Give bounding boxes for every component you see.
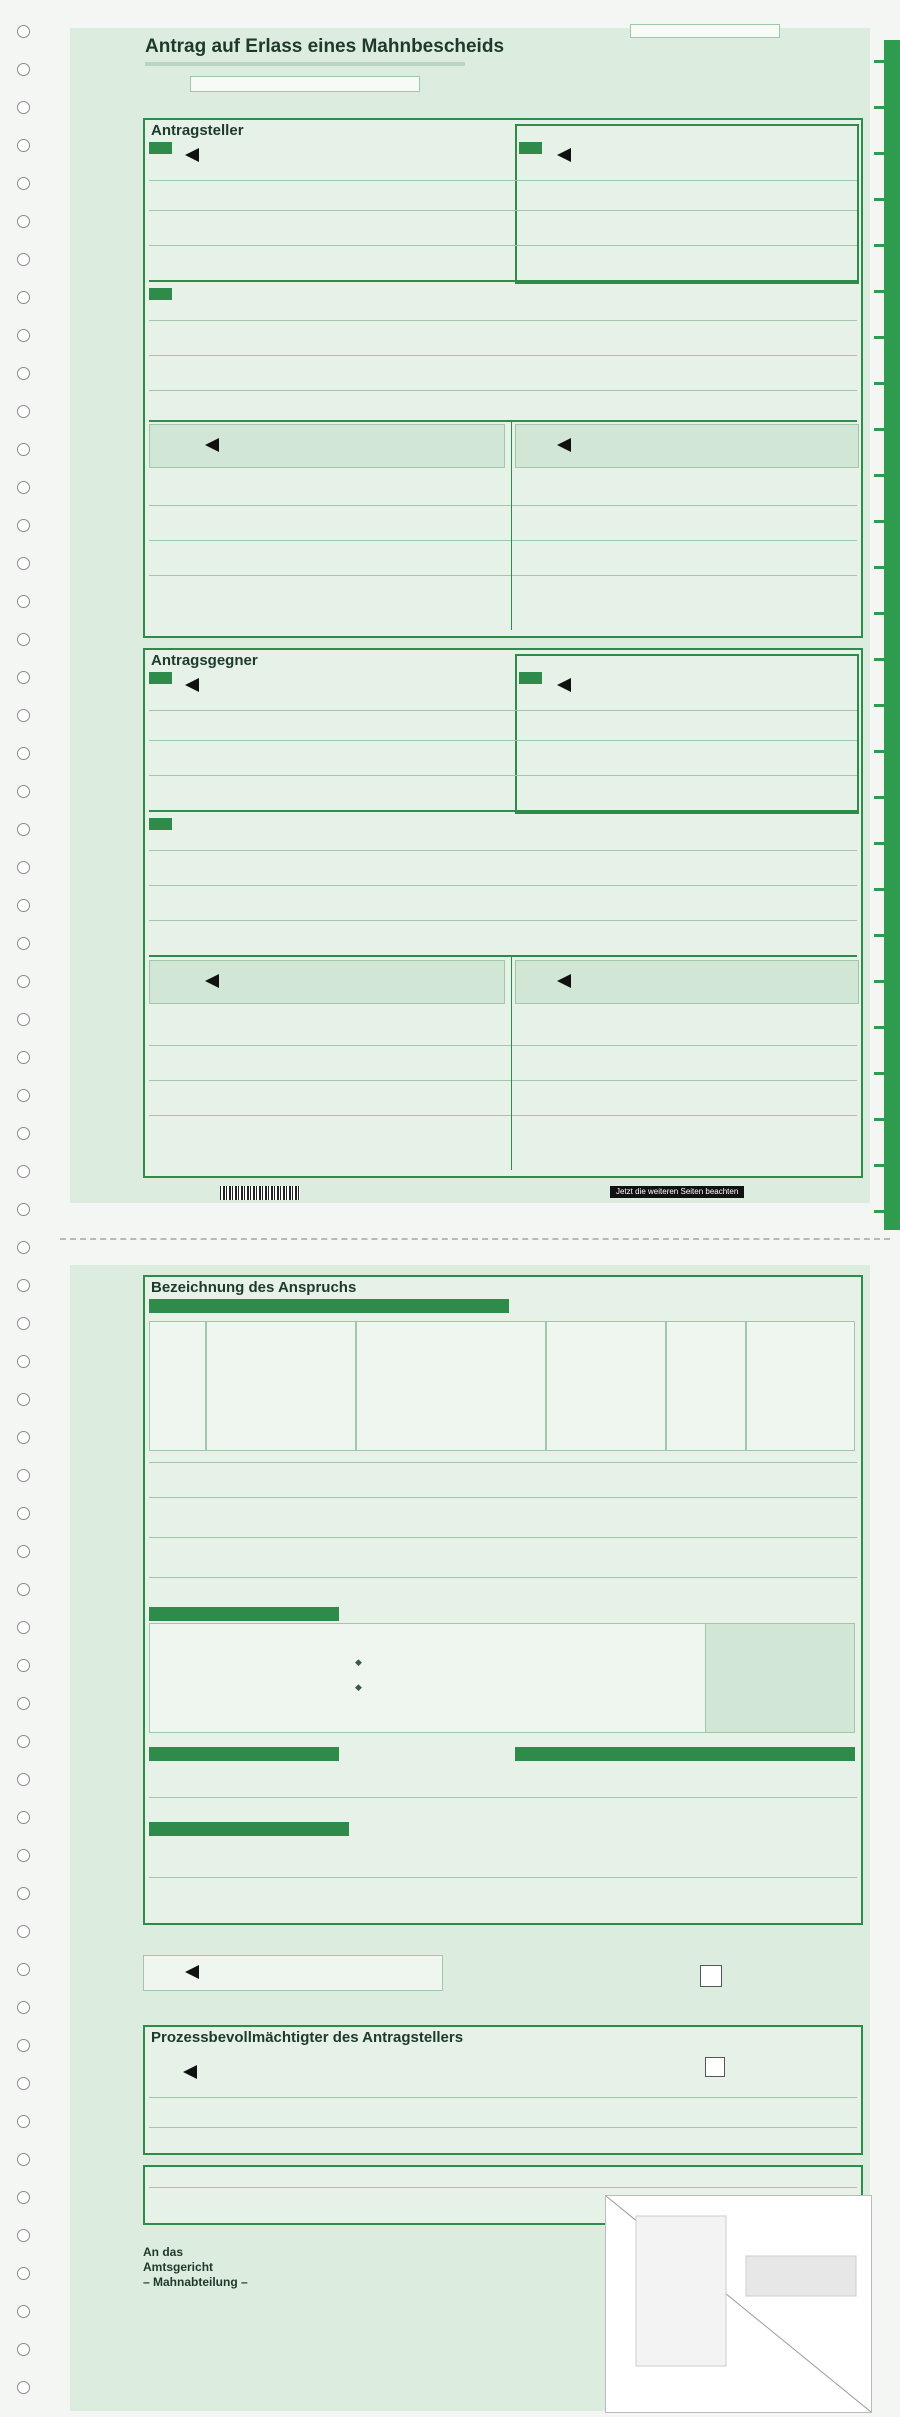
- feed-hole: [17, 1507, 30, 1520]
- arrow-icon: [205, 438, 219, 452]
- edge-tick: [874, 566, 884, 569]
- feed-hole: [17, 1697, 30, 1710]
- edge-tick: [874, 842, 884, 845]
- feed-hole: [17, 1393, 30, 1406]
- edge-tick: [874, 704, 884, 707]
- edge-tick: [874, 152, 884, 155]
- feed-hole: [17, 481, 30, 494]
- feed-hole: [17, 785, 30, 798]
- edge-tick: [874, 1164, 884, 1167]
- feed-hole: [17, 1317, 30, 1330]
- edge-tick: [874, 428, 884, 431]
- feed-hole: [17, 1735, 30, 1748]
- form-title: Antrag auf Erlass eines Mahnbescheids: [145, 36, 505, 57]
- perforation-line: [60, 1238, 890, 1240]
- feed-hole: [17, 25, 30, 38]
- edge-tick: [874, 244, 884, 247]
- checkbox[interactable]: [700, 1965, 722, 1987]
- edge-tick: [874, 888, 884, 891]
- edge-tick: [874, 382, 884, 385]
- feed-hole: [17, 2115, 30, 2128]
- checkbox[interactable]: [705, 2057, 725, 2077]
- feed-hole: [17, 557, 30, 570]
- claim-section: Bezeichnung des Anspruchs ◆ ◆: [143, 1275, 863, 1925]
- feed-hole: [17, 1279, 30, 1292]
- arrow-icon: [557, 148, 571, 162]
- edge-tick: [874, 612, 884, 615]
- envelope-flap: [605, 2195, 872, 2413]
- address-line-2: Amtsgericht: [143, 2260, 214, 2274]
- feed-hole: [17, 1849, 30, 1862]
- feed-hole: [17, 1127, 30, 1140]
- feed-holes-left: [0, 0, 36, 2411]
- form-sheet-2: [70, 1265, 870, 2411]
- feed-hole: [17, 2229, 30, 2242]
- feed-hole: [17, 215, 30, 228]
- edge-tick: [874, 750, 884, 753]
- feed-hole: [17, 937, 30, 950]
- feed-hole: [17, 975, 30, 988]
- form-sheet-1: [70, 28, 870, 1203]
- feed-hole: [17, 1963, 30, 1976]
- edge-tick: [874, 1118, 884, 1121]
- feed-hole: [17, 1203, 30, 1216]
- edge-strip: [884, 40, 900, 1230]
- edge-tick: [874, 796, 884, 799]
- feed-hole: [17, 2191, 30, 2204]
- edge-tick: [874, 1026, 884, 1029]
- edge-tick: [874, 106, 884, 109]
- feed-hole: [17, 139, 30, 152]
- arrow-icon: [185, 148, 199, 162]
- edge-tick: [874, 658, 884, 661]
- feed-hole: [17, 329, 30, 342]
- feed-hole: [17, 709, 30, 722]
- respondent-heading: Antragsgegner: [151, 652, 258, 669]
- feed-hole: [17, 1355, 30, 1368]
- feed-hole: [17, 2039, 30, 2052]
- representative-heading: Prozessbevollmächtigter des Antragstellers: [151, 2029, 464, 2046]
- court-address: [143, 2245, 248, 2290]
- feed-hole: [17, 823, 30, 836]
- edge-tick: [874, 1072, 884, 1075]
- feed-hole: [17, 2153, 30, 2166]
- edge-tick: [874, 336, 884, 339]
- edge-tick: [874, 290, 884, 293]
- feed-hole: [17, 899, 30, 912]
- claim-heading: Bezeichnung des Anspruchs: [151, 1279, 357, 1296]
- arrow-icon: [557, 678, 571, 692]
- feed-hole: [17, 1621, 30, 1634]
- feed-hole: [17, 1887, 30, 1900]
- edge-tick: [874, 1210, 884, 1213]
- respondent-section: [143, 648, 863, 1178]
- edge-tick: [874, 198, 884, 201]
- feed-hole: [17, 1545, 30, 1558]
- edge-tick: [874, 980, 884, 983]
- feed-hole: [17, 1925, 30, 1938]
- feed-hole: [17, 443, 30, 456]
- feed-hole: [17, 2381, 30, 2394]
- feed-hole: [17, 405, 30, 418]
- address-line-1: An das: [143, 2245, 184, 2259]
- applicant-heading: Antragsteller: [151, 122, 244, 139]
- feed-hole: [17, 2077, 30, 2090]
- feed-hole: [17, 1583, 30, 1596]
- arrow-icon: [557, 974, 571, 988]
- feed-hole: [17, 1431, 30, 1444]
- feed-hole: [17, 1241, 30, 1254]
- feed-hole: [17, 1165, 30, 1178]
- feed-hole: [17, 1811, 30, 1824]
- feed-hole: [17, 1013, 30, 1026]
- edge-tick: [874, 474, 884, 477]
- edge-tick: [874, 60, 884, 63]
- feed-hole: [17, 633, 30, 646]
- feed-hole: [17, 2343, 30, 2356]
- feed-hole: [17, 101, 30, 114]
- feed-hole: [17, 861, 30, 874]
- feed-hole: [17, 291, 30, 304]
- feed-hole: [17, 1089, 30, 1102]
- arrow-icon: [557, 438, 571, 452]
- arrow-icon: [183, 2065, 197, 2079]
- arrow-icon: [205, 974, 219, 988]
- feed-hole: [17, 177, 30, 190]
- arrow-icon: [185, 678, 199, 692]
- applicant-section: [143, 118, 863, 638]
- edge-tick: [874, 520, 884, 523]
- barcode: [220, 1186, 300, 1200]
- feed-hole: [17, 747, 30, 760]
- feed-hole: [17, 671, 30, 684]
- feed-hole: [17, 1469, 30, 1482]
- feed-hole: [17, 1659, 30, 1672]
- feed-hole: [17, 1051, 30, 1064]
- feed-hole: [17, 519, 30, 532]
- feed-hole: [17, 595, 30, 608]
- feed-hole: [17, 2001, 30, 2014]
- feed-hole: [17, 253, 30, 266]
- representative-section: [143, 2025, 863, 2155]
- feed-hole: [17, 2305, 30, 2318]
- arrow-icon: [185, 1965, 199, 1979]
- address-line-3: – Mahnabteilung –: [143, 2275, 248, 2289]
- feed-hole: [17, 2267, 30, 2280]
- feed-hole: [17, 367, 30, 380]
- feed-hole: [17, 63, 30, 76]
- edge-tick: [874, 934, 884, 937]
- footer-notice: Jetzt die weiteren Seiten beachten: [610, 1186, 744, 1198]
- feed-hole: [17, 1773, 30, 1786]
